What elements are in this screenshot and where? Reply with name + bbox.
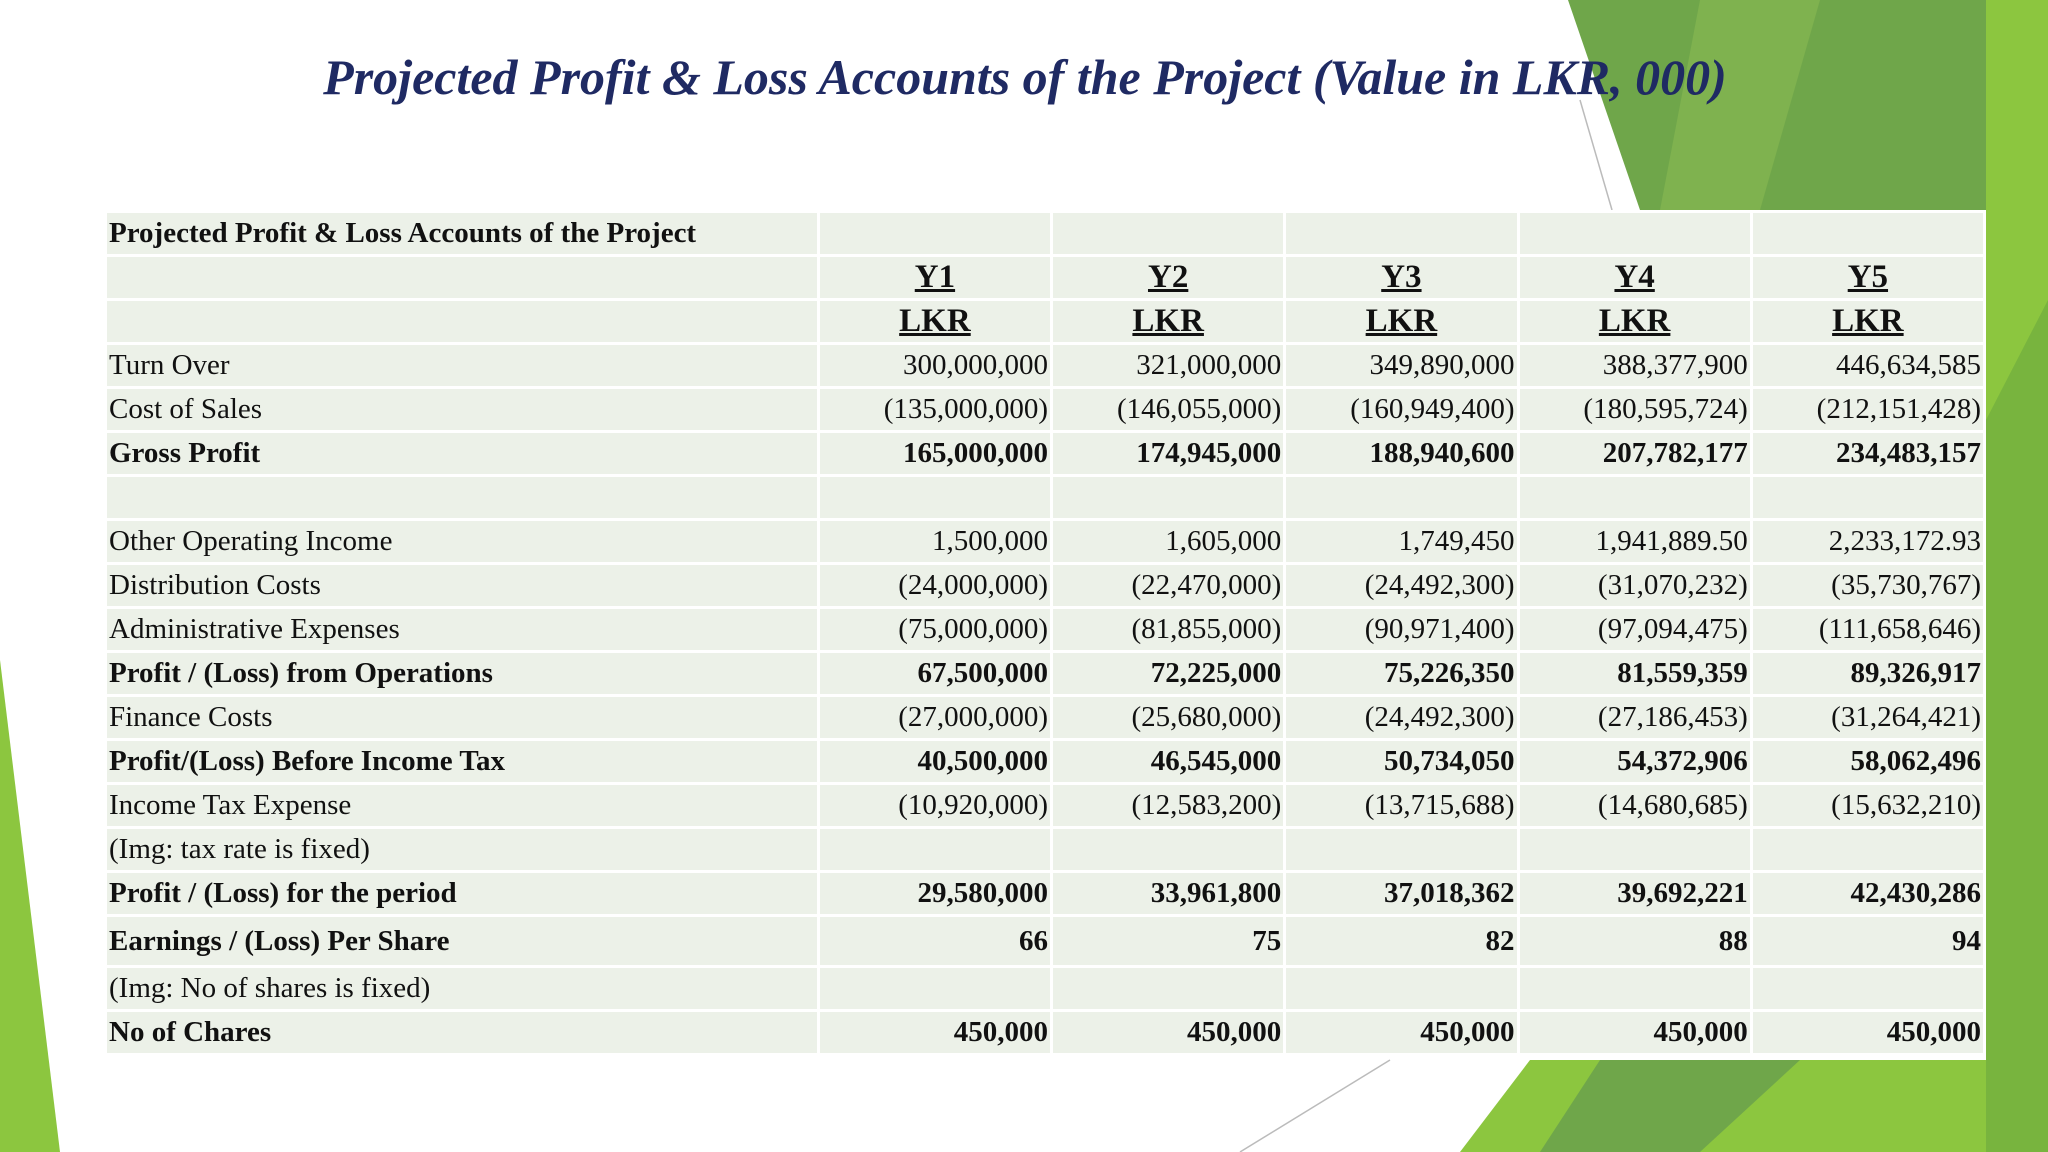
row-value-y1: 67,500,000 xyxy=(820,653,1050,694)
year-header-y4: Y4 xyxy=(1520,257,1750,298)
table-row xyxy=(107,785,1983,826)
row-value-y1 xyxy=(820,968,1050,1009)
table-row xyxy=(107,829,1983,870)
row-value-y4: (97,094,475) xyxy=(1520,609,1750,650)
row-value-y2: (146,055,000) xyxy=(1053,389,1283,430)
row-value-y2: 174,945,000 xyxy=(1053,433,1283,474)
row-value-y2: 450,000 xyxy=(1053,1012,1283,1053)
row-value-y1: (24,000,000) xyxy=(820,565,1050,606)
row-value-y4: (31,070,232) xyxy=(1520,565,1750,606)
row-label: Income Tax Expense xyxy=(107,785,817,826)
row-value-y2: 1,605,000 xyxy=(1053,521,1283,562)
row-value-y1: 40,500,000 xyxy=(820,741,1050,782)
unit-header-y3: LKR xyxy=(1286,301,1516,342)
row-value-y3 xyxy=(1286,968,1516,1009)
row-value-y5 xyxy=(1753,968,1983,1009)
decor-line-top xyxy=(1580,100,1612,210)
table-header-label: Projected Profit & Loss Accounts of the Project xyxy=(107,213,817,254)
decor-green-right-shade xyxy=(1986,300,2048,1152)
row-label: Profit / (Loss) for the period xyxy=(107,873,817,914)
row-value-y2: 321,000,000 xyxy=(1053,345,1283,386)
unit-header-y5: LKR xyxy=(1753,301,1983,342)
row-label: Profit / (Loss) from Operations xyxy=(107,653,817,694)
table-row xyxy=(107,697,1983,738)
row-value-y2 xyxy=(1053,968,1283,1009)
row-value-y5: 2,233,172.93 xyxy=(1753,521,1983,562)
row-value-y3: 349,890,000 xyxy=(1286,345,1516,386)
row-value-y1: 450,000 xyxy=(820,1012,1050,1053)
table-header-row xyxy=(107,213,1983,254)
row-value-y1: 29,580,000 xyxy=(820,873,1050,914)
row-value-y5 xyxy=(1753,829,1983,870)
row-value-y5: 234,483,157 xyxy=(1753,433,1983,474)
row-value-y3: (90,971,400) xyxy=(1286,609,1516,650)
row-value-y3: (24,492,300) xyxy=(1286,697,1516,738)
row-label: Profit/(Loss) Before Income Tax xyxy=(107,741,817,782)
row-value-y5: (35,730,767) xyxy=(1753,565,1983,606)
row-value-y3 xyxy=(1286,477,1516,518)
row-value-y3: 37,018,362 xyxy=(1286,873,1516,914)
row-value-y4: (14,680,685) xyxy=(1520,785,1750,826)
row-value-y3: 450,000 xyxy=(1286,1012,1516,1053)
row-value-y1: (27,000,000) xyxy=(820,697,1050,738)
header-empty-cell xyxy=(1286,213,1516,254)
row-value-y1 xyxy=(820,829,1050,870)
year-header-y1: Y1 xyxy=(820,257,1050,298)
row-value-y4: (180,595,724) xyxy=(1520,389,1750,430)
row-value-y4: 54,372,906 xyxy=(1520,741,1750,782)
row-value-y3: 82 xyxy=(1286,917,1516,965)
slide-title: Projected Profit & Loss Accounts of the Project (Value in LKR, 000) xyxy=(323,49,1727,105)
row-value-y3: (24,492,300) xyxy=(1286,565,1516,606)
unit-header-y1: LKR xyxy=(820,301,1050,342)
table-row xyxy=(107,1012,1983,1053)
header-empty-cell xyxy=(1520,213,1750,254)
row-value-y3: 188,940,600 xyxy=(1286,433,1516,474)
table-row xyxy=(107,653,1983,694)
row-label: Earnings / (Loss) Per Share xyxy=(107,917,817,965)
row-value-y1: (75,000,000) xyxy=(820,609,1050,650)
row-value-y2: (25,680,000) xyxy=(1053,697,1283,738)
row-value-y1: 66 xyxy=(820,917,1050,965)
row-value-y4: 450,000 xyxy=(1520,1012,1750,1053)
row-value-y5: 450,000 xyxy=(1753,1012,1983,1053)
row-value-y1: 1,500,000 xyxy=(820,521,1050,562)
row-value-y4: 1,941,889.50 xyxy=(1520,521,1750,562)
row-value-y4: 81,559,359 xyxy=(1520,653,1750,694)
row-value-y2: (81,855,000) xyxy=(1053,609,1283,650)
row-value-y5: (15,632,210) xyxy=(1753,785,1983,826)
row-label: Administrative Expenses xyxy=(107,609,817,650)
row-label: Turn Over xyxy=(107,345,817,386)
row-value-y1: 300,000,000 xyxy=(820,345,1050,386)
table-row xyxy=(107,521,1983,562)
row-label xyxy=(107,477,817,518)
row-value-y5: 42,430,286 xyxy=(1753,873,1983,914)
table-row xyxy=(107,389,1983,430)
row-value-y1 xyxy=(820,477,1050,518)
row-value-y5: (212,151,428) xyxy=(1753,389,1983,430)
row-value-y5: 89,326,917 xyxy=(1753,653,1983,694)
row-value-y3: (160,949,400) xyxy=(1286,389,1516,430)
row-value-y4 xyxy=(1520,477,1750,518)
row-value-y2: 72,225,000 xyxy=(1053,653,1283,694)
row-value-y3: 50,734,050 xyxy=(1286,741,1516,782)
row-value-y1: (135,000,000) xyxy=(820,389,1050,430)
row-value-y2 xyxy=(1053,829,1283,870)
row-label: Gross Profit xyxy=(107,433,817,474)
row-label: Distribution Costs xyxy=(107,565,817,606)
decor-line-bottom xyxy=(1240,1060,1390,1152)
row-label: (Img: No of shares is fixed) xyxy=(107,968,817,1009)
decor-green-left-edge xyxy=(0,660,60,1152)
profit-loss-table xyxy=(104,210,1986,1056)
year-header-y2: Y2 xyxy=(1053,257,1283,298)
unit-row-label-cell xyxy=(107,301,817,342)
unit-header-row xyxy=(107,301,1983,342)
table-row xyxy=(107,741,1983,782)
row-value-y2: 46,545,000 xyxy=(1053,741,1283,782)
year-row-label-cell xyxy=(107,257,817,298)
table-row xyxy=(107,873,1983,914)
header-empty-cell xyxy=(1753,213,1983,254)
row-label: Other Operating Income xyxy=(107,521,817,562)
table-row xyxy=(107,433,1983,474)
table-row xyxy=(107,917,1983,965)
row-value-y5: (31,264,421) xyxy=(1753,697,1983,738)
unit-header-y2: LKR xyxy=(1053,301,1283,342)
row-value-y5 xyxy=(1753,477,1983,518)
row-value-y4 xyxy=(1520,829,1750,870)
row-value-y1: 165,000,000 xyxy=(820,433,1050,474)
row-value-y1: (10,920,000) xyxy=(820,785,1050,826)
row-value-y2: (22,470,000) xyxy=(1053,565,1283,606)
row-value-y2: 33,961,800 xyxy=(1053,873,1283,914)
row-value-y3 xyxy=(1286,829,1516,870)
row-value-y5: 58,062,496 xyxy=(1753,741,1983,782)
table-row xyxy=(107,565,1983,606)
row-value-y2 xyxy=(1053,477,1283,518)
row-value-y5: 446,634,585 xyxy=(1753,345,1983,386)
row-label: Cost of Sales xyxy=(107,389,817,430)
header-empty-cell xyxy=(820,213,1050,254)
year-header-y5: Y5 xyxy=(1753,257,1983,298)
row-value-y2: 75 xyxy=(1053,917,1283,965)
row-value-y4: 388,377,900 xyxy=(1520,345,1750,386)
row-value-y5: (111,658,646) xyxy=(1753,609,1983,650)
row-value-y3: (13,715,688) xyxy=(1286,785,1516,826)
table-row xyxy=(107,345,1983,386)
table-row xyxy=(107,609,1983,650)
year-header-row xyxy=(107,257,1983,298)
row-label: No of Chares xyxy=(107,1012,817,1053)
row-value-y3: 1,749,450 xyxy=(1286,521,1516,562)
row-value-y4 xyxy=(1520,968,1750,1009)
year-header-y3: Y3 xyxy=(1286,257,1516,298)
unit-header-y4: LKR xyxy=(1520,301,1750,342)
table-row xyxy=(107,968,1983,1009)
row-value-y4: (27,186,453) xyxy=(1520,697,1750,738)
table-row xyxy=(107,477,1983,518)
row-label: (Img: tax rate is fixed) xyxy=(107,829,817,870)
row-value-y4: 207,782,177 xyxy=(1520,433,1750,474)
row-label: Finance Costs xyxy=(107,697,817,738)
table-body xyxy=(107,213,1983,1053)
row-value-y2: (12,583,200) xyxy=(1053,785,1283,826)
row-value-y4: 39,692,221 xyxy=(1520,873,1750,914)
row-value-y5: 94 xyxy=(1753,917,1983,965)
row-value-y4: 88 xyxy=(1520,917,1750,965)
row-value-y3: 75,226,350 xyxy=(1286,653,1516,694)
header-empty-cell xyxy=(1053,213,1283,254)
